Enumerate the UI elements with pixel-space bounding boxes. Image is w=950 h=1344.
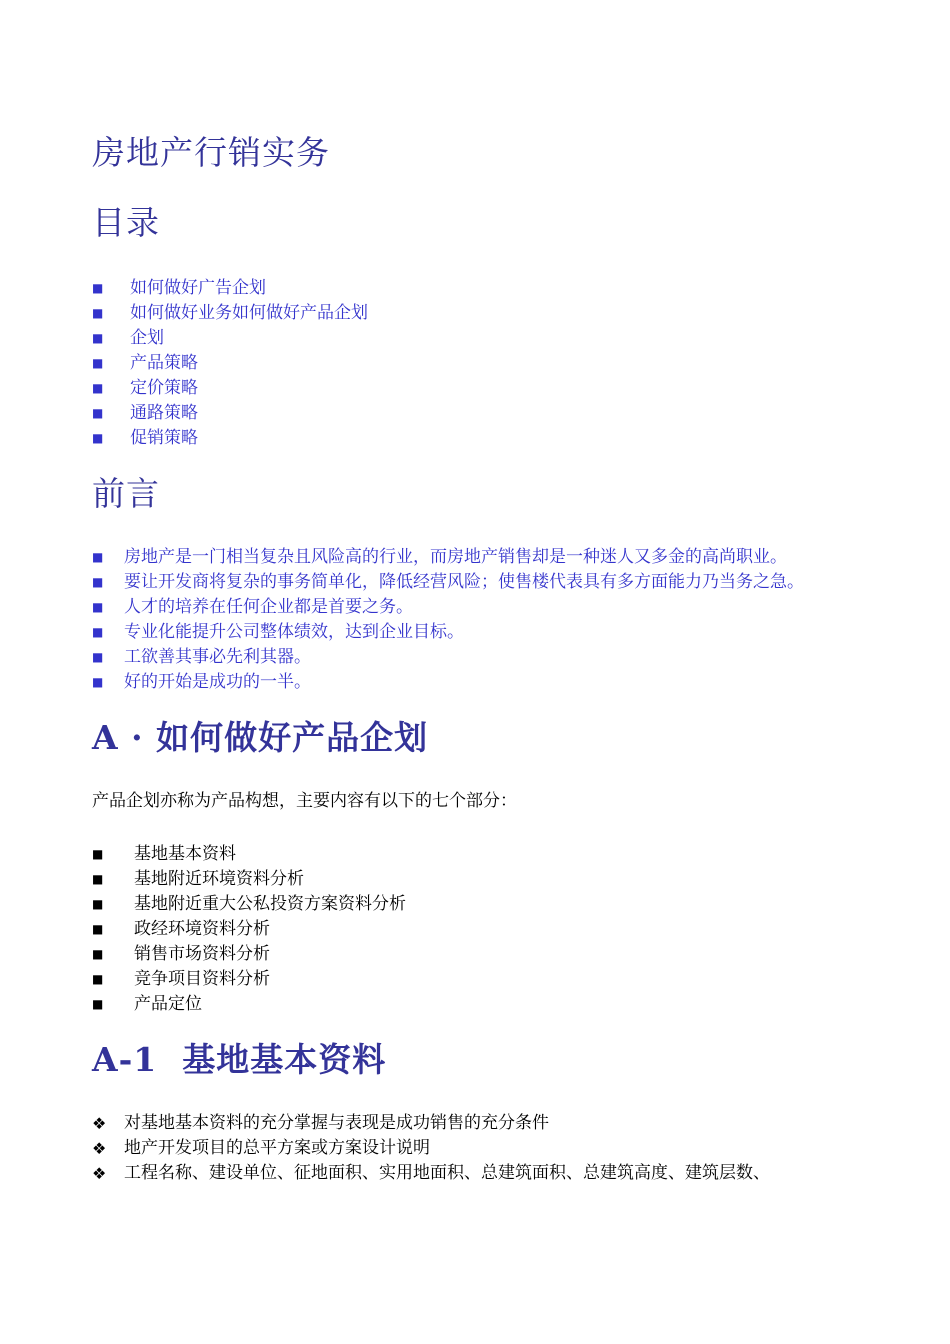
square-bullet-icon: ■ xyxy=(92,406,104,420)
list-item: ■ 定价策略 xyxy=(92,376,872,401)
diamond-bullet-icon: ❖ xyxy=(92,1114,107,1133)
square-bullet-icon: ■ xyxy=(92,922,104,936)
document-page xyxy=(92,128,872,1186)
section-a-heading: A · 如何做好产品企划 xyxy=(92,718,429,757)
list-item: ❖ 地产开发项目的总平方案或方案设计说明 xyxy=(92,1136,872,1161)
square-bullet-icon: ■ xyxy=(92,331,104,345)
list-item: ■ 专业化能提升公司整体绩效，达到企业目标。 xyxy=(92,620,872,645)
list-item: ❖ 对基地基本资料的充分掌握与表现是成功销售的充分条件 xyxy=(92,1111,872,1136)
diamond-bullet-icon: ❖ xyxy=(92,1139,107,1158)
square-bullet-icon: ■ xyxy=(92,356,104,370)
toc-heading: 目录 xyxy=(92,203,160,242)
list-item: ■ 工欲善其事必先利其器。 xyxy=(92,645,872,670)
square-bullet-icon: ■ xyxy=(92,872,104,886)
square-bullet-icon: ■ xyxy=(92,600,104,614)
square-bullet-icon: ■ xyxy=(92,947,104,961)
list-item: ■ 企划 xyxy=(92,326,872,351)
list-item: ■ 产品策略 xyxy=(92,351,872,376)
list-item: ■ 如何做好广告企划 xyxy=(92,276,872,301)
square-bullet-icon: ■ xyxy=(92,281,104,295)
section-a1-heading: A-1 基地基本资料 xyxy=(92,1040,387,1079)
toc-list xyxy=(92,276,872,451)
list-item: ■ 人才的培养在任何企业都是首要之务。 xyxy=(92,595,872,620)
list-item: ■ 基地附近重大公私投资方案资料分析 xyxy=(92,892,872,917)
square-bullet-icon: ■ xyxy=(92,972,104,986)
square-bullet-icon: ■ xyxy=(92,431,104,445)
section-a1-list xyxy=(92,1111,872,1186)
list-item: ■ 销售市场资料分析 xyxy=(92,942,872,967)
list-item: ■ 基地基本资料 xyxy=(92,842,872,867)
square-bullet-icon: ■ xyxy=(92,306,104,320)
diamond-bullet-icon: ❖ xyxy=(92,1164,107,1183)
list-item: ■ 基地附近环境资料分析 xyxy=(92,867,872,892)
list-item: ■ 好的开始是成功的一半。 xyxy=(92,670,872,695)
square-bullet-icon: ■ xyxy=(92,625,104,639)
list-item: ■ 政经环境资料分析 xyxy=(92,917,872,942)
list-item: ■ 通路策略 xyxy=(92,401,872,426)
square-bullet-icon: ■ xyxy=(92,847,104,861)
list-item: ■ 促销策略 xyxy=(92,426,872,451)
square-bullet-icon: ■ xyxy=(92,897,104,911)
preface-heading: 前言 xyxy=(92,474,160,513)
list-item: ❖ 工程名称、建设单位、征地面积、实用地面积、总建筑面积、总建筑高度、建筑层数、 xyxy=(92,1161,872,1186)
section-a-intro: 产品企划亦称为产品构想，主要内容有以下的七个部分： xyxy=(92,791,517,811)
preface-list xyxy=(92,545,872,695)
square-bullet-icon: ■ xyxy=(92,675,104,689)
list-item: ■ 房地产是一门相当复杂且风险高的行业，而房地产销售却是一种迷人又多金的高尚职业。 xyxy=(92,545,872,570)
section-a-list xyxy=(92,842,872,1017)
square-bullet-icon: ■ xyxy=(92,381,104,395)
list-item: ■ 要让开发商将复杂的事务简单化，降低经营风险；使售楼代表具有多方面能力乃当务之急。 xyxy=(92,570,872,595)
list-item: ■ 产品定位 xyxy=(92,992,872,1017)
square-bullet-icon: ■ xyxy=(92,650,104,664)
square-bullet-icon: ■ xyxy=(92,575,104,589)
square-bullet-icon: ■ xyxy=(92,997,104,1011)
list-item: ■ 如何做好业务如何做好产品企划 xyxy=(92,301,872,326)
list-item: ■ 竞争项目资料分析 xyxy=(92,967,872,992)
document-title: 房地产行销实务 xyxy=(92,133,330,172)
square-bullet-icon: ■ xyxy=(92,550,104,564)
